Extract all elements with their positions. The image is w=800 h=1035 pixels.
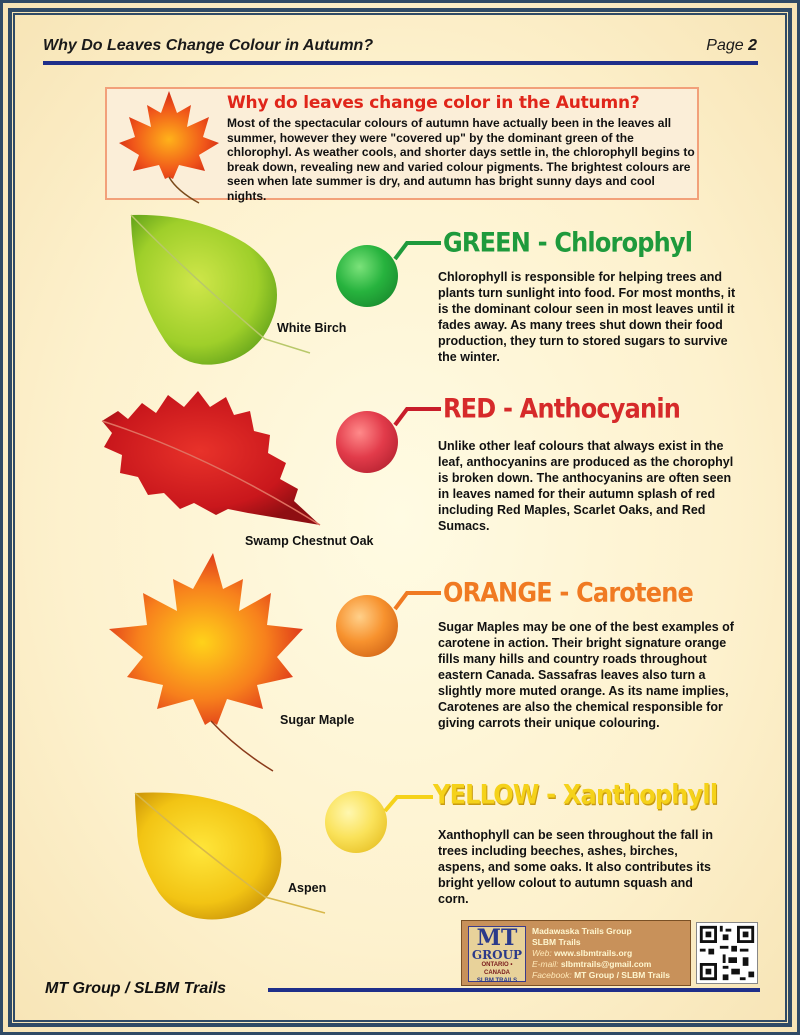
- leaf-label-sugar-maple: Sugar Maple: [280, 713, 355, 727]
- page-number: Page 2: [706, 37, 757, 54]
- green-color-ball: [336, 245, 398, 307]
- green-description: Chlorophyll is responsible for helping trees and plants turn sunlight into food. For most months, it is the dominant colour seen in most leaves until it fades away. As many trees shut down their food production, they turn to stored sugars to survive the winter.: [438, 270, 736, 364]
- green-connector: [393, 239, 443, 261]
- header-rule: [43, 61, 758, 65]
- intro-body: Most of the spectacular colours of autumn have actually been in the leaves all summer, however they were "covered up" by the dominant green of the chlorophyl. As weather cools, and shorter days settle in, the chlorophyll begins to break down, revealing new and varied colour pigments. The brightest colours are seen when late summer is dry, and autumn has bright sunny days and cool nights.: [227, 116, 695, 203]
- yellow-color-ball: [325, 791, 387, 853]
- mt-group-logo-box[interactable]: [461, 920, 691, 986]
- qr-code-icon[interactable]: [696, 922, 758, 984]
- page-header: [43, 37, 763, 57]
- sugar-maple-leaf-icon: [107, 549, 307, 774]
- yellow-description: Xanthophyll can be seen throughout the fall in trees including beeches, ashes, birches, aspens, and some oaks. It also contributes its bright yellow colout to autumn squash and corn.: [438, 828, 714, 906]
- red-description: Unlike other leaf colours that always exist in the leaf, anthocyanins are produced as the chorophyl is broken down. The anthocyanins are often seen in leaves named for their autumn splash of red including Red Maples, Scarlet Oaks, and Red Sumacs.: [438, 439, 734, 533]
- red-color-ball: [336, 411, 398, 473]
- red-connector: [393, 405, 443, 427]
- leaf-label-swamp-chestnut-oak: Swamp Chestnut Oak: [245, 534, 374, 548]
- oak-leaf-icon: [98, 385, 328, 530]
- maple-leaf-icon: [113, 87, 225, 205]
- contact-info: Madawaska Trails Group SLBM Trails Web: www.slbmtrails.org E-mail: slbmtrails@gmail.com Facebook: MT Group / SLBM Trails: [532, 926, 670, 980]
- mt-group-logo: MT GROUP ONTARIO • CANADA SLBM TRAILS: [468, 926, 526, 982]
- footer-rule: [268, 988, 760, 992]
- red-title: RED - Anthocyanin: [443, 393, 681, 425]
- leaf-label-white-birch: White Birch: [277, 321, 347, 335]
- aspen-leaf-icon: [129, 789, 329, 923]
- leaf-label-aspen: Aspen: [288, 881, 327, 895]
- footer-text: MT Group / SLBM Trails: [45, 980, 227, 997]
- orange-color-ball: [336, 595, 398, 657]
- orange-title: ORANGE - Carotene: [443, 577, 693, 609]
- orange-description: Sugar Maples may be one of the best examples of carotene in action. Their bright signature orange fills many hills and country roads throughout eastern Canada. Sassafras leaves also turn a slightly more muted orange. As its name implies, Carotenes are also the chemical responsible for giving carrots their unique colouring.: [438, 620, 734, 730]
- green-title: GREEN - Chlorophyl: [443, 227, 693, 259]
- intro-box: [105, 87, 699, 203]
- intro-heading: Why do leaves change color in the Autumn?: [227, 93, 640, 113]
- birch-leaf-icon: [125, 211, 315, 371]
- page-title: Why Do Leaves Change Colour in Autumn?: [43, 37, 374, 54]
- yellow-connector: [383, 791, 435, 813]
- yellow-title: YELLOW - Xanthophyll: [433, 779, 718, 811]
- orange-connector: [393, 589, 443, 611]
